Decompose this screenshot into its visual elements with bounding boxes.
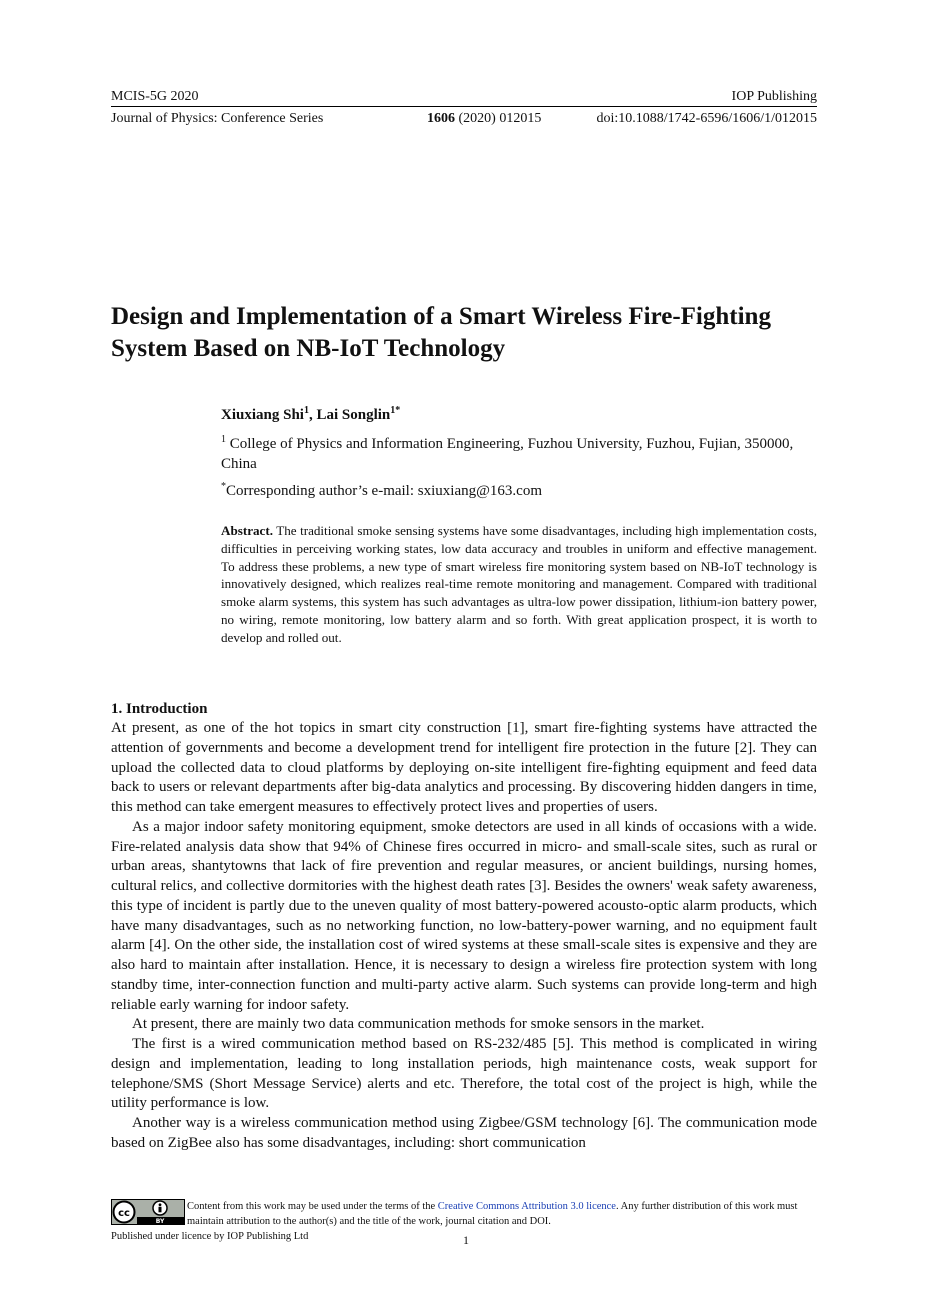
affiliation-sup: 1	[221, 434, 226, 445]
publisher-name: IOP Publishing	[731, 89, 817, 104]
journal-name: Journal of Physics: Conference Series	[111, 111, 324, 126]
abstract	[221, 522, 817, 647]
conference-name: MCIS-5G 2020	[111, 89, 199, 104]
abstract-text: The traditional smoke sensing systems have some disadvantages, including high implementation costs, difficulties in perceiving working states, low data accuracy and troubles in uniform and effective management. To address these problems, a new type of smart wireless fire monitoring system based on NB-IoT technology is innovatively designed, which realizes real-time remote monitoring and management. Compared with traditional smoke alarm systems, this system has such advantages as ultra-low power dissipation, lithium-ion battery power, no wiring, remote monitoring, low battery alarm and so forth. With great application prospect, it is worth to develop and rolled out.	[221, 523, 817, 645]
affiliation	[221, 434, 821, 474]
volume-number: 1606	[427, 111, 455, 126]
abstract-label: Abstract.	[221, 523, 273, 538]
header-rule	[111, 106, 817, 107]
published-note: Published under licence by IOP Publishing Ltd	[111, 1231, 309, 1242]
title-line-2: System Based on NB-IoT Technology	[111, 335, 506, 362]
affiliation-text: College of Physics and Information Engineering, Fuzhou University, Fuzhou, Fujian, 350000, China	[221, 436, 794, 472]
section-heading-introduction: 1. Introduction	[111, 701, 208, 717]
year-article: (2020) 012015	[458, 111, 542, 126]
paragraph: As a major indoor safety monitoring equipment, smoke detectors are used in all kinds of occasions with a wide. Fire-related analysis data show that 94% of Chinese fires occurred in micro- and small-scale sites, such as rural or urban areas, shantytowns that lack of fire prevention and regular measures, or ancient buildings, nursing homes, cultural relics, and collective dormitories with the highest death rates [3]. Besides the owners' weak safety awareness, this type of incident is partly due to the uneven quality of most battery-powered acousto-optic alarm products, which have many disadvantages, such as no networking function, no low-battery-power warning, and no equipment fault alarm [4]. On the other side, the installation cost of wired systems at these small-scale sites is expensive and they are also hard to maintain after installation. Hence, it is necessary to design a wireless fire protection system with long standby time, inter-connection function and multi-party active alarm. Such systems can provide long-term and high reliable early warning for indoor safety.	[111, 818, 817, 1013]
paper-title	[111, 301, 831, 365]
author-1-sup: 1	[303, 405, 309, 416]
introduction-body	[111, 719, 817, 1154]
paragraph: Another way is a wireless communication method using Zigbee/GSM technology [6]. The communication mode based on ZigBee also has some disadvantages, including: short communication	[111, 1115, 817, 1151]
author-1: Xiuxiang Shi	[221, 407, 304, 423]
title-line-1: Design and Implementation of a Smart Wireless Fire-Fighting	[111, 303, 771, 330]
page-number: 1	[463, 1233, 469, 1247]
author-2-sup: 1*	[390, 405, 401, 416]
licence-notice	[187, 1199, 827, 1229]
cc-label: cc	[118, 1208, 130, 1219]
cc-by-licence-icon[interactable]	[111, 1199, 185, 1225]
licence-text-post: . Any further distribution of this work must maintain attribution to the author(s) and the title of the work, journal citation and DOI.	[187, 1201, 798, 1227]
author-list	[221, 407, 400, 424]
email-text[interactable]: Corresponding author’s e-mail: sxiuxiang@163.com	[226, 483, 542, 499]
corresponding-email	[221, 483, 542, 500]
by-label: BY	[155, 1218, 165, 1225]
licence-link[interactable]: Creative Commons Attribution 3.0 licence	[437, 1201, 616, 1212]
paragraph: At present, there are mainly two data communication methods for smoke sensors in the market.	[132, 1016, 705, 1033]
licence-text-pre: Content from this work may be used under the terms of the	[187, 1201, 436, 1212]
doi[interactable]: doi:10.1088/1742-6596/1606/1/012015	[596, 111, 817, 126]
email-sup: *	[221, 481, 226, 492]
author-separator: ,	[308, 407, 317, 423]
paragraph: The first is a wired communication method based on RS-232/485 [5]. This method is complicated in wiring design and implementation, leading to long installation periods, high maintenance costs, weak support for telephone/SMS (Short Message Service) alerts and etc. Therefore, the total cost of the project is high, while the utility performance is low.	[111, 1036, 817, 1112]
volume-info	[427, 111, 541, 127]
author-2: Lai Songlin	[316, 407, 391, 423]
paragraph: At present, as one of the hot topics in smart city construction [1], smart fire-fighting systems have attracted the attention of governments and become a development trend for intelligent fire protection in the future [2]. They can upload the collected data to cloud platforms by deploying on-site intelligent fire-fighting equipment and feed data back to users or relevant departments after big-data analytics and processing. By discovering hidden dangers in time, this method can take emergent measures to effectively protect lives and properties of users.	[111, 720, 817, 815]
